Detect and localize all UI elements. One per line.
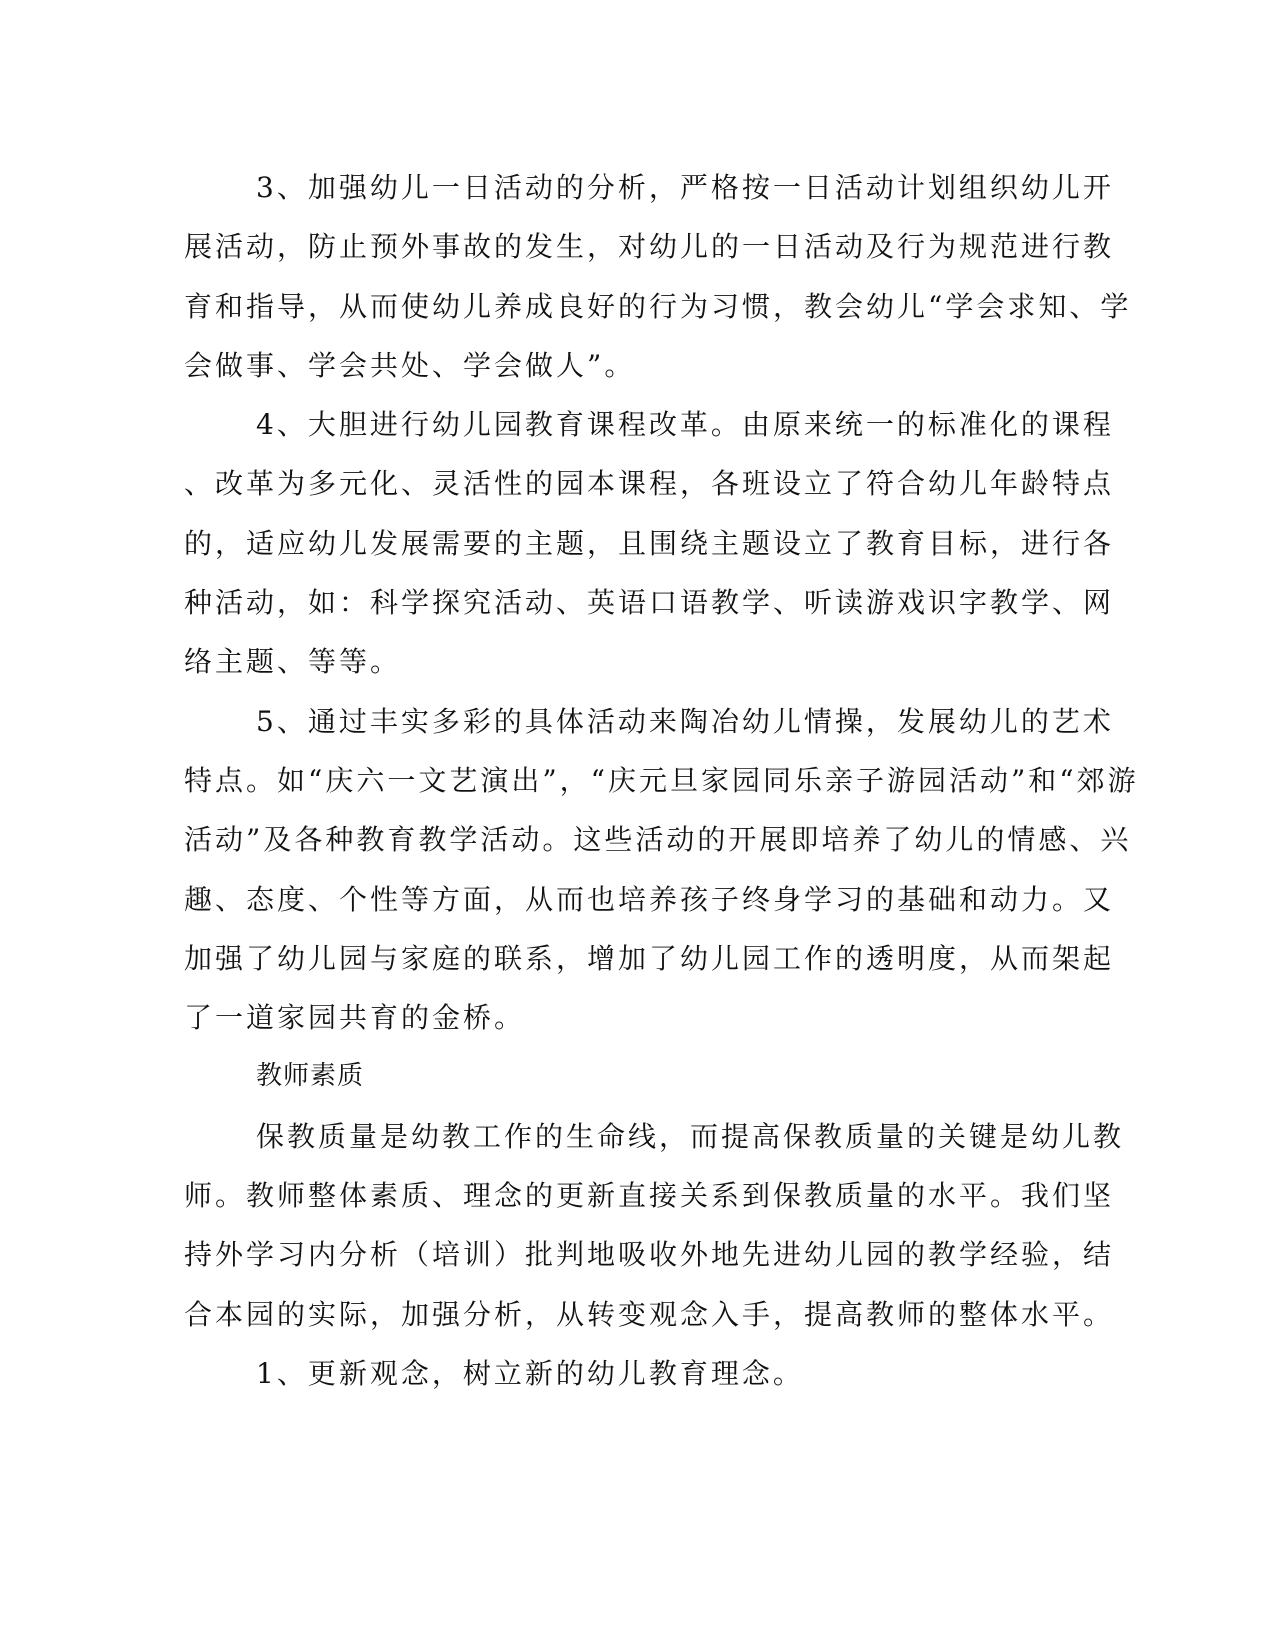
text-line: 5、通过丰实多彩的具体活动来陶冶幼儿情操，发展幼儿的艺术 [256,704,1114,738]
text-line: 1、更新观念，树立新的幼儿教育理念。 [256,1356,804,1390]
text-line: 络主题、等等。 [184,645,402,679]
text-line: 会做事、学会共处、学会做人”。 [184,348,636,382]
document-body [184,158,1139,1403]
paragraph-4 [184,395,1115,691]
text-line: 3、加强幼儿一日活动的分析，严格按一日活动计划组织幼儿开 [256,171,1114,204]
text-line: 合本园的实际，加强分析，从转变观念入手，提高教师的整体水平。 [184,1297,1115,1331]
text-line: 特点。如“庆六一文艺演出”，“庆元旦家园同乐亲子游园活动”和“郊游 [184,763,1139,797]
text-line: 保教质量是幼教工作的生命线，而提高保教质量的关键是幼儿教 [256,1119,1125,1153]
text-line: 趣、态度、个性等方面，从而也培养孩子终身学习的基础和动力。又 [184,882,1115,916]
text-line: 持外学习内分析（培训）批判地吸收外地先进幼儿园的教学经验，结 [184,1238,1115,1272]
text-line: 了一道家园共育的金桥。 [184,1001,526,1035]
paragraph-5 [184,692,1139,1048]
paragraph-3 [184,158,1132,395]
paragraph-teacher-quality [184,1107,1125,1344]
text-line: 育和指导，从而使幼儿养成良好的行为习惯，教会幼儿“学会求知、学 [184,289,1132,323]
paragraph-1 [184,1344,1034,1403]
text-line: 种活动，如：科学探究活动、英语口语教学、听读游戏识字教学、网 [184,586,1115,620]
text-line: 、改革为多元化、灵活性的园本课程，各班设立了符合幼儿年龄特点 [184,467,1115,501]
text-line: 展活动，防止预外事故的发生，对幼儿的一日活动及行为规范进行教 [184,230,1115,264]
text-line: 师。教师整体素质、理念的更新直接关系到保教质量的水平。我们坚 [184,1179,1115,1213]
text-line: 的，适应幼儿发展需要的主题，且围绕主题设立了教育目标，进行各 [184,526,1115,560]
section-heading: 教师素质 [256,1061,365,1092]
text-line: 4、大胆进行幼儿园教育课程改革。由原来统一的标准化的课程 [256,408,1114,442]
text-line: 加强了幼儿园与家庭的联系，增加了幼儿园工作的透明度，从而架起 [184,941,1115,975]
text-line: 活动”及各种教育教学活动。这些活动的开展即培养了幼儿的情感、兴 [184,823,1132,857]
